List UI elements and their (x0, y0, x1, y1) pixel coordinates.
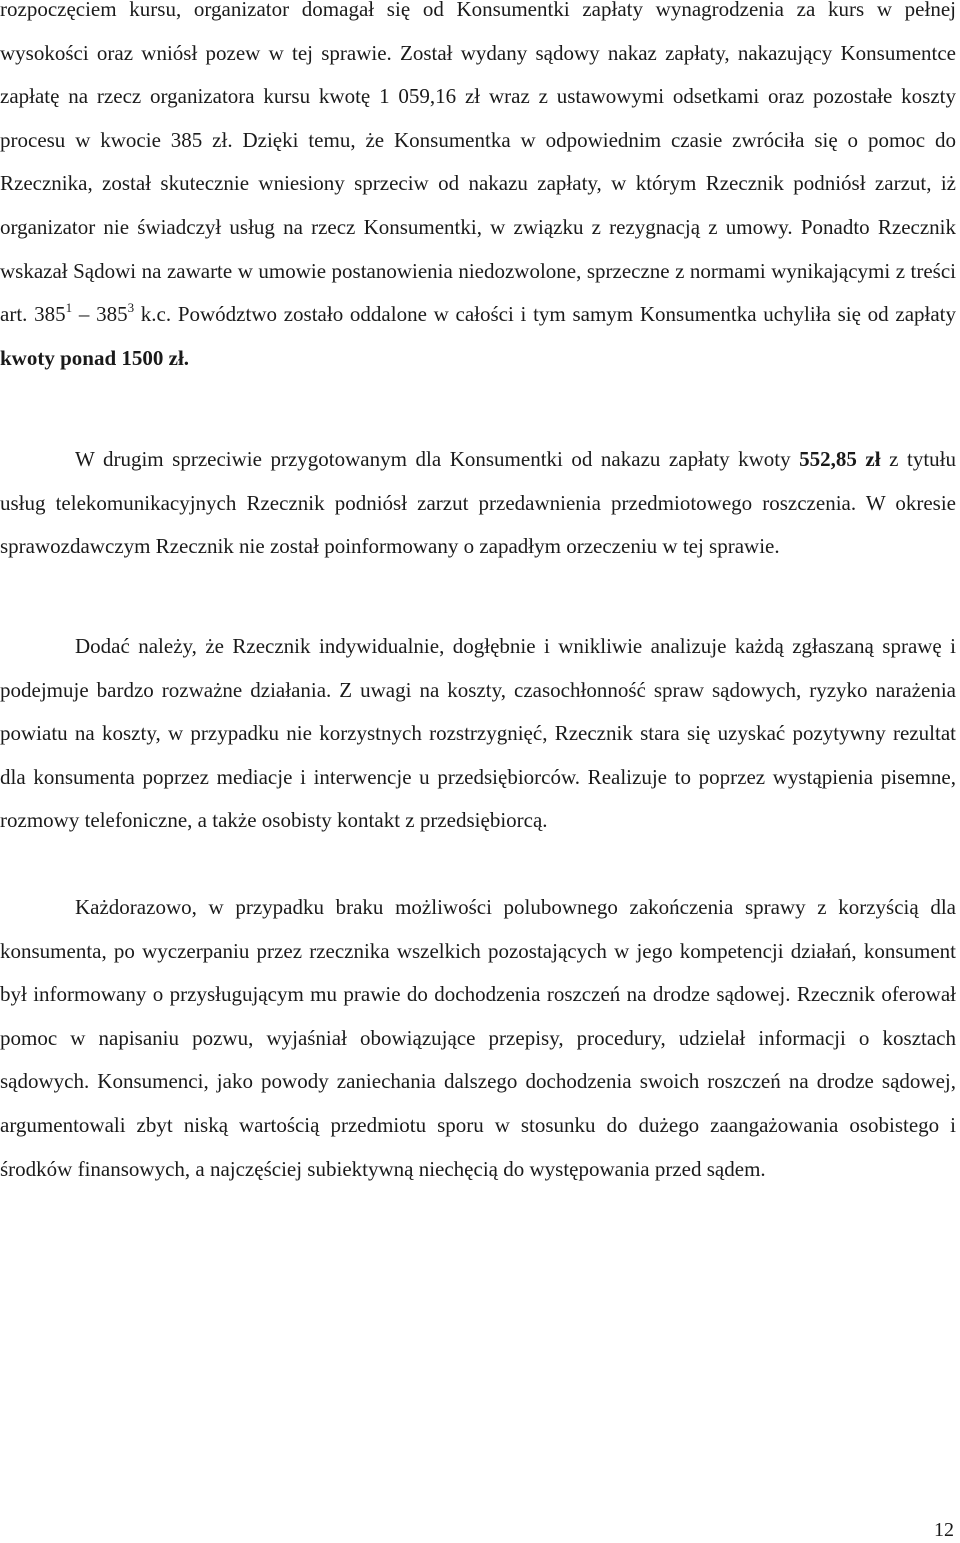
bold-amount: kwoty ponad 1500 zł. (0, 345, 190, 370)
superscript: 3 (127, 300, 135, 316)
paragraph-second-objection (0, 438, 956, 569)
paragraph-text: – 385 (72, 302, 128, 327)
paragraph-text: z tytułu usług telekomunikacyjnych Rzecznik podniósł zarzut przedawnienia przedmiotowego roszczenia. W okresie sprawozdawczym Rzecznik nie został poinformowany o zapadłym orzeczeniu w tej sprawie. (0, 447, 956, 559)
paragraph-text: k.c. Powództwo zostało oddalone w całości i tym samym Konsumentka uchyliła się od zapłaty (134, 302, 956, 327)
paragraph-analysis: Dodać należy, że Rzecznik indywidualnie, dogłębnie i wnikliwie analizuje każdą zgłaszaną sprawę i podejmuje bardzo rozważne działania. Z uwagi na koszty, czasochłonność spraw sądowych, ryzyko narażenia powiatu na koszty, w przypadku nie korzystnych rozstrzygnięć, Rzecznik stara się uzyskać pozytywny rezultat dla konsumenta poprzez mediacje i interwencje u przedsiębiorców. Realizuje to poprzez wystąpienia pisemne, rozmowy telefoniczne, a także osobisty kontakt z przedsiębiorcą. (0, 634, 956, 833)
paragraph-court-case (0, 0, 956, 380)
paragraph-text: W drugim sprzeciwie przygotowanym dla Konsumentki od nakazu zapłaty kwoty (75, 447, 800, 471)
paragraph-court-claims: Każdorazowo, w przypadku braku możliwości polubownego zakończenia sprawy z korzyścią dla konsumenta, po wyczerpaniu przez rzecznika wszelkich pozostających w jego kompetencji działań, konsument był informowany o przysługującym mu prawie do dochodzenia roszczeń na drodze sądowej. Rzecznik oferował pomoc w napisaniu pozwu, wyjaśniał obowiązujące przepisy, procedury, udzielał informacji o kosztach sądowych. Konsumenci, jako powody zaniechania dalszego dochodzenia swoich roszczeń na drodze sądowej, argumentowali zbyt niską wartością przedmiotu sporu w stosunku do dużego zaangażowania osobistego i środków finansowych, a najczęściej subiektywną niechęcią do występowania przed sądem. (0, 895, 956, 1181)
bold-amount: 552,85 zł (799, 447, 881, 471)
superscript: 1 (65, 300, 73, 316)
paragraph-text: rozpoczęciem kursu, organizator domagał się od Konsumentki zapłaty wynagrodzenia za kurs w pełnej wysokości oraz wniósł pozew w tej sprawie. Został wydany sądowy nakaz zapłaty, nakazujący Konsumentce zapłatę na rzecz organizatora kursu kwotę 1 059,16 zł wraz z ustawowymi odsetkami oraz pozostałe koszty procesu w kwocie 385 zł. Dzięki temu, że Konsumentka w odpowiednim czasie zwróciła się o pomoc do Rzecznika, został skutecznie wniesiony sprzeciw od nakazu zapłaty, w którym Rzecznik podniósł zarzut, iż organizator nie świadczył usług na rzecz Konsumentki, w związku z rezygnacją z umowy. Ponadto Rzecznik wskazał Sądowi na zawarte w umowie postanowienia niedozwolone, sprzeczne z normami wynikającymi z treści art. 385 (0, 0, 956, 327)
page-number: 12 (934, 1519, 954, 1541)
